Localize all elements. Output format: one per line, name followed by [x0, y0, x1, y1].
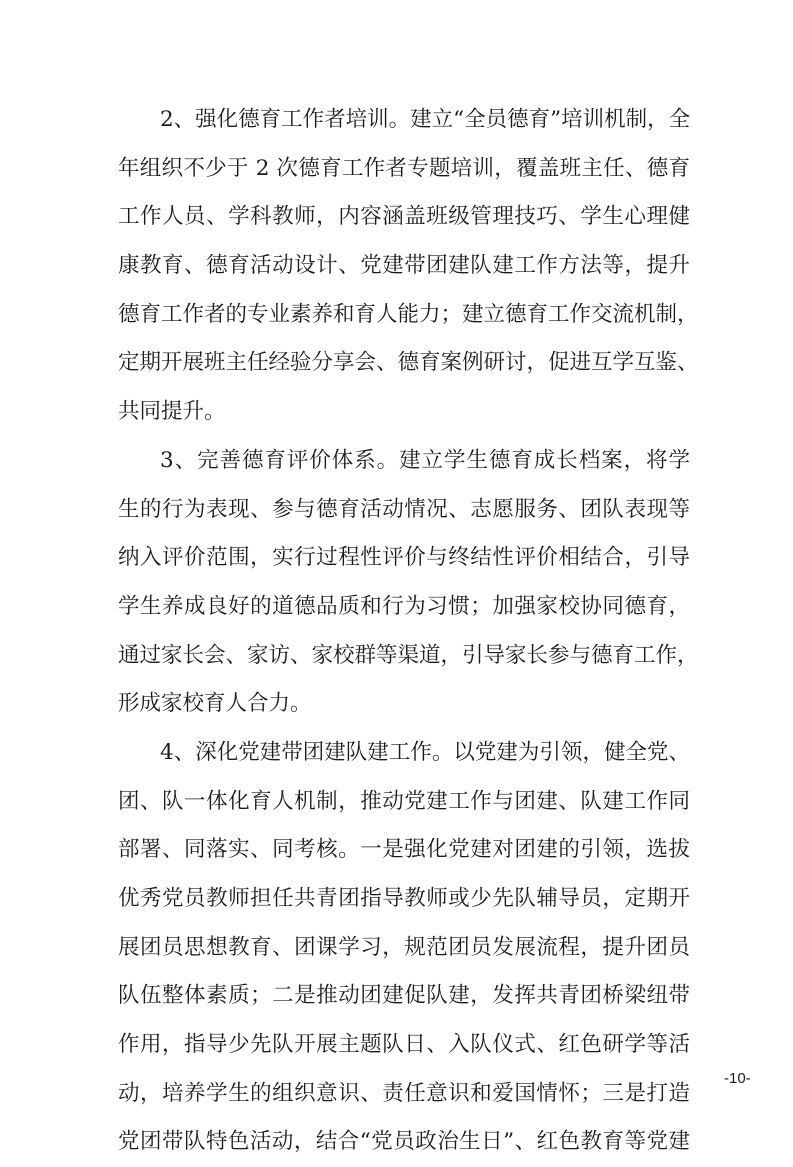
page-number: -10- [724, 1070, 751, 1087]
paragraph-evaluation [118, 437, 699, 729]
text-line: 工作人员、学科教师，内容涵盖班级管理技巧、学生心理健 [118, 204, 690, 230]
paragraph-training [118, 96, 699, 437]
text-line: 通过家长会、家访、家校群等渠道，引导家长参与德育工作， [118, 642, 699, 668]
text-line: 团、队一体化育人机制，推动党建工作与团建、队建工作同 [118, 788, 690, 814]
text-line: 4、深化党建带团建队建工作。以党建为引领，健全党、 [160, 739, 690, 765]
body-text [118, 96, 699, 1167]
paragraph-party-building [118, 729, 690, 1167]
text-line: 共同提升。 [118, 399, 226, 425]
text-line: 展团员思想教育、团课学习，规范团员发展流程，提升团员 [118, 934, 690, 960]
text-line: 党团带队特色活动，结合“党员政治生日”、红色教育等党建 [118, 1129, 690, 1155]
text-line: 学生养成良好的道德品质和行为习惯；加强家校协同德育， [118, 593, 690, 619]
text-line: 年组织不少于 2 次德育工作者专题培训，覆盖班主任、德育 [118, 155, 690, 181]
text-line: 部署、同落实、同考核。一是强化党建对团建的引领，选拔 [118, 837, 690, 863]
text-line: 2、强化德育工作者培训。建立“全员德育”培训机制，全 [160, 107, 691, 132]
text-line: 3、完善德育评价体系。建立学生德育成长档案，将学 [160, 447, 690, 473]
text-line: 队伍整体素质；二是推动团建促队建，发挥共青团桥梁纽带 [118, 983, 690, 1009]
text-line: 动，培养学生的组织意识、责任意识和爱国情怀；三是打造 [118, 1080, 690, 1106]
text-line: 形成家校育人合力。 [118, 691, 312, 717]
text-line: 优秀党员教师担任共青团指导教师或少先队辅导员，定期开 [118, 886, 690, 911]
text-line: 康教育、德育活动设计、党建带团建队建工作方法等，提升 [118, 253, 690, 279]
text-line: 德育工作者的专业素养和育人能力；建立德育工作交流机制， [118, 301, 699, 327]
text-line: 生的行为表现、参与德育活动情况、志愿服务、团队表现等 [118, 496, 690, 522]
text-line: 纳入评价范围，实行过程性评价与终结性评价相结合，引导 [118, 545, 690, 571]
text-line: 定期开展班主任经验分享会、德育案例研讨，促进互学互鉴、 [118, 350, 699, 376]
text-line: 作用，指导少先队开展主题队日、入队仪式、红色研学等活 [118, 1032, 690, 1058]
